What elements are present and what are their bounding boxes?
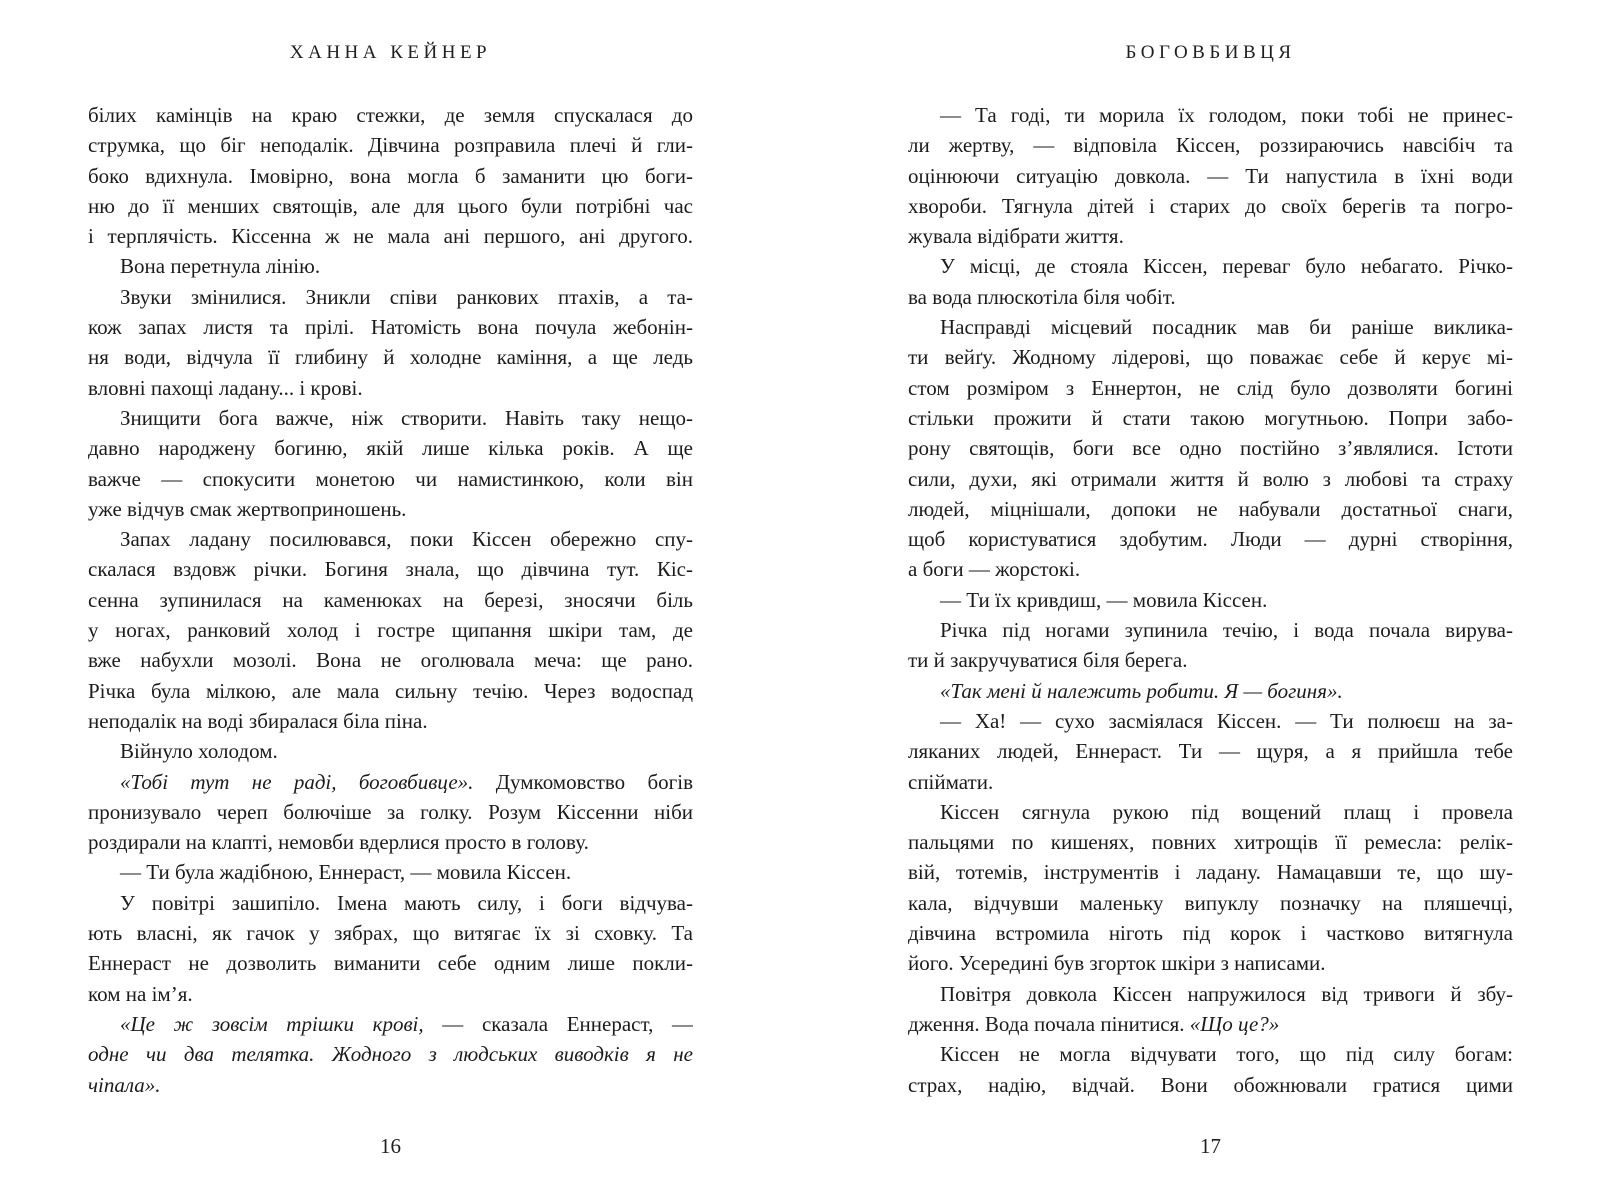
text-line: сили, духи, які отримали життя й волю з любові та страху [908, 466, 1513, 491]
text-line: ляканих людей, Еннераст. Ти — щуря, а я прийшла тебе [908, 739, 1513, 764]
text-line: Повітря довкола Кіссен напружилося від тривоги й збу- [940, 981, 1513, 1006]
text-line: дження. Вода почала пінитися. «Що це?» [908, 1011, 1280, 1036]
text-line: ти й закручуватися біля берега. [908, 648, 1188, 673]
text-line: ком на ім’я. [88, 981, 193, 1006]
text-line: уже відчув смак жертвоприношень. [88, 496, 407, 521]
text-line: Запах ладану посилювався, поки Кіссен обережно спу- [120, 527, 693, 552]
text-line: ють власні, як гачок у зябрах, що витягає їх зі сховку. Та [88, 921, 693, 946]
page-number-left: 16 [380, 1134, 401, 1158]
god-speech-italic: одне чи два телятка. Жодного з людських виводків я не [88, 1042, 693, 1067]
text-line: неподалік на воді збиралася біла піна. [88, 708, 428, 733]
text-line: сенна зупинилася на каменюках на березі, зносячи біль [88, 587, 693, 612]
text-line [88, 1039, 693, 1069]
text-line: рону святощів, боги все одно постійно з’являлися. Істоти [908, 436, 1513, 461]
text-line: оцінюючи ситуацію довкола. — Ти напустила в їхні води [908, 163, 1513, 188]
text-line: У повітрі зашипіло. Імена мають силу, і боги відчува- [120, 890, 693, 915]
text-line: спіймати. [908, 769, 994, 794]
god-speech-italic: «Тобі тут не раді, боговбивце». [120, 769, 474, 794]
text-line: ли жертву, — відповіла Кіссен, роззираючись навсібіч та [908, 133, 1513, 158]
text-line: — Та годі, ти морила їх голодом, поки тобі не принес- [940, 103, 1513, 127]
text-line: вловні пахощі ладану... і крові. [88, 375, 363, 400]
text-line: Річка була мілкою, але мала сильну течію. Через водоспад [88, 678, 693, 703]
text-line: Кіссен не могла відчувати того, що під силу богам: [940, 1042, 1513, 1067]
text-line: ню до її менших святощів, але для цього були потрібні час [88, 193, 693, 218]
text-line: Річка під ногами зупинила течію, і вода почала вирува- [940, 618, 1513, 643]
text-line: ти вейґу. Жодному лідерові, що поважає себе й керує мі- [908, 345, 1513, 370]
text-line: «Тобі тут не раді, боговбивце». Думкомовство богів [120, 769, 693, 794]
text-line: давно народжену богиню, якій лише кілька років. А ще [88, 436, 693, 461]
text-line: ня води, відчула її глибину й холодне каміння, а ще ледь [88, 345, 693, 370]
text-line: жувала відібрати життя. [908, 224, 1124, 249]
text-line: у ногах, ранковий холод і гостре щипання шкіри там, де [88, 618, 693, 643]
text-line: щоб користуватися здобутим. Люди — дурні створіння, [908, 527, 1513, 552]
god-speech-italic: «Так мені й належить робити. Я — богиня». [940, 678, 1343, 703]
text-line: — Ти була жадібною, Еннераст, — мовила Кіссен. [120, 860, 572, 885]
text-line: — Ха! — сухо засміялася Кіссен. — Ти полюєш на за- [940, 708, 1513, 733]
running-header-title: БОГОВБИВЦЯ [1125, 42, 1296, 63]
text-line: струмка, що біг неподалік. Дівчина розправила плечі й гли- [88, 133, 693, 158]
text-line: роздирали на клапті, немовби вдерлися просто в голову. [88, 830, 589, 855]
running-header-author: ХАННА КЕЙНЕР [289, 42, 492, 63]
text-line: боко вдихнула. Імовірно, вона могла б заманити цю боги- [88, 163, 693, 188]
text-block-left [88, 100, 693, 1100]
text-line: важче — спокусити монетою чи намистинкою, коли він [88, 466, 693, 491]
text-line: стом розміром з Еннертон, не слід було дозволяти богині [908, 375, 1513, 400]
text-line [908, 676, 1513, 706]
text-block-right [908, 100, 1513, 1100]
text-line: Вона перетнула лінію. [120, 254, 321, 279]
text-line: пальцями по кишенях, повних хитрощів її ремесла: релік- [908, 830, 1513, 855]
text-line: страх, надію, відчай. Вони обожнювали гратися цими [908, 1072, 1513, 1097]
text-line: Війнуло холодом. [120, 739, 278, 764]
text-line: його. Усередині був згорток шкіри з написами. [908, 951, 1326, 976]
text-line: кож запах листя та прілі. Натомість вона почула жебонін- [88, 315, 693, 340]
text-line: і терплячість. Кіссенна ж не мала ані першого, ані другого. [88, 224, 693, 249]
text-line: Кіссен сягнула рукою під вощений плащ і провела [940, 799, 1513, 824]
text-line: а боги — жорстокі. [908, 557, 1081, 582]
page-number-right: 17 [1200, 1134, 1221, 1158]
text-line: вже набухли мозолі. Вона не оголювала меча: ще рано. [88, 648, 693, 673]
text-line: Знищити бога важче, ніж створити. Навіть таку нещо- [120, 405, 693, 430]
right-page [800, 0, 1600, 1200]
text-line: Насправді місцевий посадник мав би раніше виклика- [940, 315, 1513, 340]
text-line: Звуки змінилися. Зникли співи ранкових птахів, а та- [120, 284, 693, 309]
text-line: кала, відчувши маленьку випуклу позначку на пляшечці, [908, 890, 1513, 915]
text-line: ва вода плюскотіла біля чобіт. [908, 284, 1176, 309]
god-speech-italic: чіпала». [88, 1072, 161, 1097]
text-line: людей, міцнішали, допоки не набували достатньої снаги, [908, 496, 1513, 521]
god-speech-italic: «Що це?» [1189, 1011, 1280, 1036]
text-line: стільки прожити й стати такою могутньою. Попри забо- [908, 405, 1513, 430]
text-line: хвороби. Тягнула дітей і старих до своїх берегів та погро- [908, 193, 1513, 218]
text-line: скалася вздовж річки. Богиня знала, що дівчина тут. Кіс- [88, 557, 693, 582]
text-line: пронизувало череп болючіше за голку. Розум Кіссенни ніби [88, 799, 693, 824]
text-line: «Це ж зовсім трішки крові, — сказала Еннераст, — [120, 1011, 693, 1036]
text-line [88, 1070, 693, 1100]
text-line: У місці, де стояла Кіссен, переваг було небагато. Річко- [940, 254, 1513, 279]
god-speech-italic: «Це ж зовсім трішки крові, [120, 1011, 424, 1036]
text-line: Еннераст не дозволить виманити себе одним лише покли- [88, 951, 693, 976]
text-line: дівчина встромила ніготь під корок і частково витягнула [908, 921, 1513, 946]
text-line: вій, тотемів, інструментів і ладану. Намацавши те, що шу- [908, 860, 1513, 885]
text-line: — Ти їх кривдиш, — мовила Кіссен. [940, 587, 1268, 612]
text-line: білих камінців на краю стежки, де земля спускалася до [88, 103, 693, 127]
